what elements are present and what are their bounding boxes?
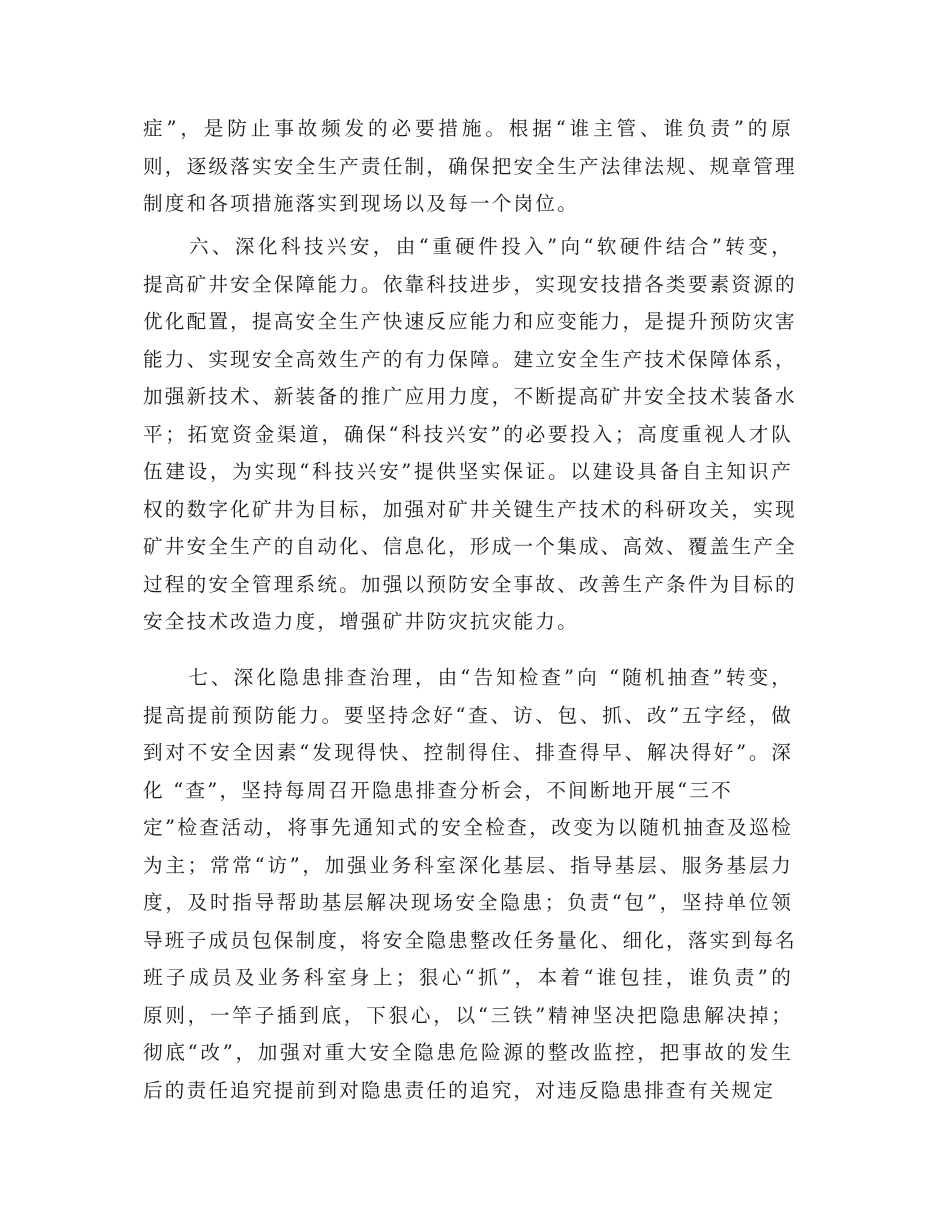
text-line: 导班子成员包保制度，将安全隐患整改任务量化、细化，落实到每名 [143,928,797,952]
text-line: 到对不安全因素“发现得快、控制得住、排查得早、解决得好”。深 [143,741,793,764]
text-line: 权的数字化矿井为目标，加强对矿井关键生产技术的科研攻关，实现 [143,497,797,521]
text-line: 七、深化隐患排查治理，由“告知检查”向 “随机抽查”转变， [143,666,793,689]
text-line: 过程的安全管理系统。加强以预防安全事故、改善生产条件为目标的 [143,572,797,596]
text-line: 彻底“改”，加强对重大安全隐患危险源的整改监控，把事故的发生 [143,1041,793,1064]
text-line: 平；拓宽资金渠道，确保“科技兴安”的必要投入；高度重视人才队 [143,422,793,446]
text-line: 原则，一竿子插到底，下狠心，以“三铁”精神坚决把隐患解决掉； [143,1003,793,1027]
paragraph-section-seven [143,659,797,1109]
text-line: 安全技术改造力度，增强矿井防灾抗灾能力。 [143,610,579,633]
text-line: 则，逐级落实安全生产责任制，确保把安全生产法律法规、规章管理 [143,154,797,178]
text-line: 制度和各项措施落实到现场以及每一个岗位。 [143,192,579,215]
text-line: 加强新技术、新装备的推广应用力度，不断提高矿井安全技术装备水 [143,385,797,408]
text-line: 伍建设，为实现“科技兴安”提供坚实保证。以建设具备自主知识产 [143,460,793,483]
paragraph-continuation [143,110,797,223]
text-line: 定”检查活动，将事先通知式的安全检查，改变为以随机抽查及巡检 [143,816,793,839]
text-line: 班子成员及业务科室身上；狠心“抓”，本着“谁包挂，谁负责”的 [143,966,793,989]
text-line: 矿井安全生产的自动化、信息化，形成一个集成、高效、覆盖生产全 [143,535,797,558]
text-line: 度，及时指导帮助基层解决现场安全隐患；负责“包”，坚持单位领 [143,891,793,914]
text-line: 症”，是防止事故频发的必要措施。根据“谁主管、谁负责”的原 [143,117,793,140]
text-line: 六、深化科技兴安，由“重硬件投入”向“软硬件结合”转变， [143,235,793,258]
text-line: 化 “查”，坚持每周召开隐患排查分析会，不间断地开展“三不 [143,778,733,802]
text-line: 为主；常常“访”，加强业务科室深化基层、指导基层、服务基层力 [143,853,793,877]
text-line: 提高提前预防能力。要坚持念好“查、访、包、抓、改”五字经，做 [143,703,793,727]
text-line: 优化配置，提高安全生产快速反应能力和应变能力，是提升预防灾害 [143,310,797,333]
paragraph-section-six [143,228,797,641]
text-line: 提高矿井安全保障能力。依靠科技进步，实现安技措各类要素资源的 [143,272,797,296]
text-line: 能力、实现安全高效生产的有力保障。建立安全生产技术保障体系， [143,347,797,371]
text-line: 后的责任追究提前到对隐患责任的追究，对违反隐患排查有关规定 [143,1078,776,1102]
